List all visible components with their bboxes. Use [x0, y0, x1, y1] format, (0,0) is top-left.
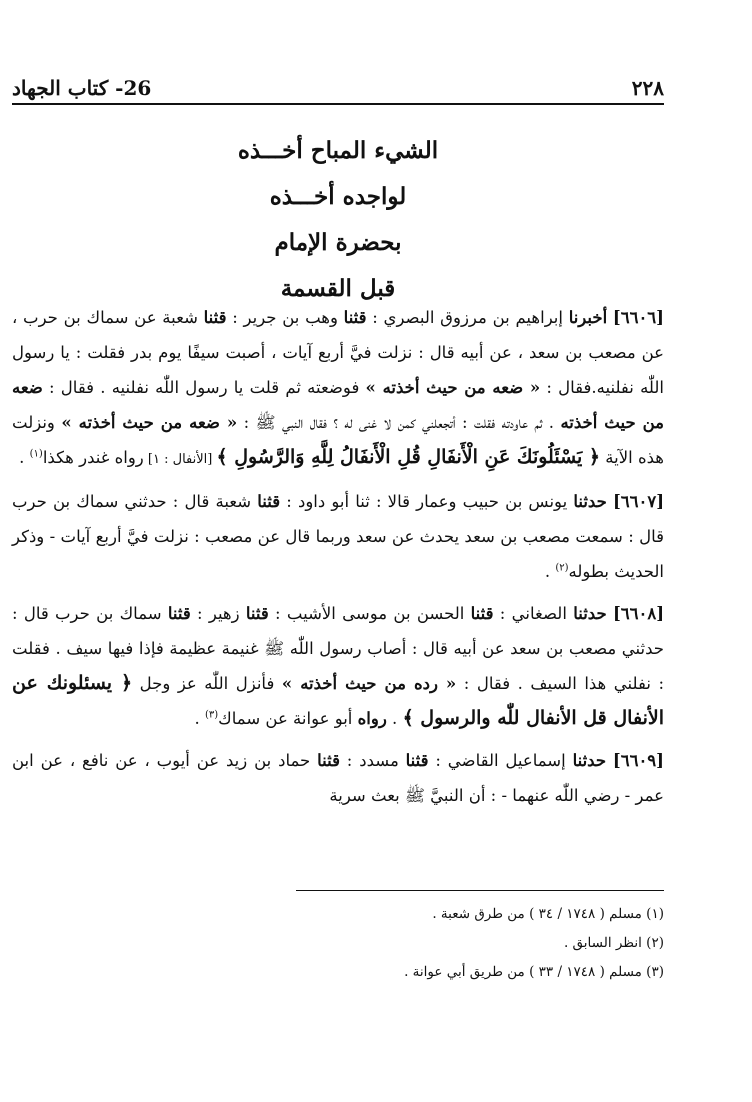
hadith-text: إبراهيم بن مرزوق البصري :: [366, 308, 569, 327]
narration-term: حدثنا: [572, 751, 607, 770]
hadith-text: يونس بن حبيب وعمار قالا :: [369, 492, 574, 511]
title-line-1: الشيء المباح أخـــذه: [237, 137, 439, 164]
body-text: [12, 300, 664, 813]
title-line-2: لواجده أخـــذه: [269, 183, 407, 210]
hadith-text: .: [386, 709, 403, 728]
hadith-text: شعبة قال : حدثني سماك بن حرب قال : سمعت مصعب بن سعد يحدث عن سعد وربما قال عن مصعب : نزلت فيَّ أربع آيات - وذكر الحديث بطوله: [12, 492, 664, 581]
hadith-6608: [12, 596, 664, 736]
hadith-text: الحسن بن موسى الأشيب :: [268, 604, 471, 623]
narration-term: قثنا: [203, 308, 227, 327]
footnote-1: (١) مسلم ( ١٧٤٨ / ٣٤ ) من طرق شعبة .: [432, 906, 664, 922]
verse-reference: [الأنفال : ١]: [143, 452, 217, 467]
section-title: [12, 128, 664, 312]
header-rule: [12, 103, 664, 105]
hadith-text: إسماعيل القاضي :: [428, 751, 573, 770]
hadith-text: زهير :: [190, 604, 246, 623]
narration-term: قثنا: [245, 604, 269, 623]
prophetic-saying: ضعه من حيث أخذته: [12, 378, 665, 432]
page-number: ٢٢٨: [631, 76, 664, 100]
footnotes: [12, 900, 664, 987]
hadith-6607: [12, 484, 664, 589]
quran-verse: ﴿ يَسْئَلُونَكَ عَنِ الْأَنفَالِ قُلِ الْأَنفَالُ لِلَّهِ وَالرَّسُولِ ﴾: [216, 446, 601, 468]
narration-term: قثنا: [317, 751, 340, 770]
prophetic-saying: « ضعه من حيث أخذته »: [365, 378, 541, 397]
narration-term: ثنا: [355, 492, 370, 511]
hadith-6606: [12, 300, 664, 477]
hadith-text: مسدد :: [339, 751, 406, 770]
hadith-text: فوضعته ثم قلت يا رسول اللّٰه نفلنيه . فقال :: [42, 378, 366, 397]
hadith-text: أبو عوانة عن سماك: [218, 709, 358, 728]
footnote-marker: (١): [29, 448, 43, 460]
hadith-text: فأنزل اللّٰه عز وجل: [132, 674, 282, 693]
narration-term: حدثنا: [573, 492, 607, 511]
chapter-title: 26- كتاب الجهاد: [12, 76, 152, 100]
quran-verse: ﴿ يسئلونك عن الأنفال قل الأنفال للّٰه والرسول ﴾: [12, 672, 664, 729]
hadith-text: .: [194, 709, 205, 728]
hadith-text: وهب بن جرير :: [226, 308, 344, 327]
narration-term: قثنا: [343, 308, 367, 327]
hadith-text: ونزلت هذه الآية: [12, 413, 664, 467]
title-line-4: قبل القسمة: [280, 275, 396, 302]
prophetic-saying: « ضعه من حيث أخذته »: [61, 413, 238, 432]
hadith-text: أبو داود :: [280, 492, 356, 511]
hadith-number: [٦٦٠٧]: [612, 492, 665, 511]
title-line-3: بحضرة الإمام: [274, 229, 402, 256]
hadith-number: [٦٦٠٩]: [612, 751, 664, 770]
narration-term: قثنا: [257, 492, 281, 511]
footnote-2: (٢) انظر السابق .: [563, 935, 664, 951]
hadith-text: .: [19, 448, 30, 467]
hadith-text: سماك بن حرب قال : حدثني مصعب بن سعد عن أبيه قال : أصاب رسول اللّٰه ﷺ غنيمة عظيمة فإذا فيها سيف . فقلت : نفلني هذا السيف . فقال :: [12, 604, 665, 693]
narration-term: أخبرنا: [568, 308, 608, 327]
hadith-number: [٦٦٠٨]: [612, 604, 665, 623]
footnote-3: (٣) مسلم ( ١٧٤٨ / ٣٣ ) من طريق أبي عوانة .: [404, 964, 664, 980]
narration-term: حدثنا: [573, 604, 607, 623]
prophetic-saying: « رده من حيث أخذته »: [281, 674, 457, 693]
hadith-text: الصغاني :: [493, 604, 574, 623]
narration-term: قثنا: [470, 604, 494, 623]
page-header: [12, 66, 664, 100]
hadith-text: حماد بن زيد عن أيوب ، عن نافع ، عن ابن عمر - رضي اللّٰه عنهما - : أن النبيَّ ﷺ بعث سرية: [12, 751, 664, 805]
footnote-marker: (٣): [204, 709, 219, 721]
hadith-6609: [12, 743, 664, 813]
hadith-text: . ثم عاودته فقلت : أتجعلني كمن لا غنى له ؟ فقال النبي ﷺ :: [237, 413, 561, 432]
footnote-marker: (٢): [555, 562, 569, 574]
footnote-separator: [296, 890, 664, 891]
narration-term: قثنا: [167, 604, 191, 623]
hadith-text: شعبة عن سماك بن حرب ، عن مصعب بن سعد ، عن أبيه قال : نزلت فيَّ أربع آيات ، أصبت سيفًا يوم بدر فقلت : يا رسول اللّٰه نفلنيه.فقال :: [12, 308, 664, 397]
narration-term: رواه: [357, 709, 387, 728]
narration-term: قثنا: [405, 751, 429, 770]
hadith-text: .: [544, 562, 556, 581]
hadith-number: [٦٦٠٦]: [612, 308, 664, 327]
hadith-text: رواه غندر هكذا: [42, 448, 144, 467]
